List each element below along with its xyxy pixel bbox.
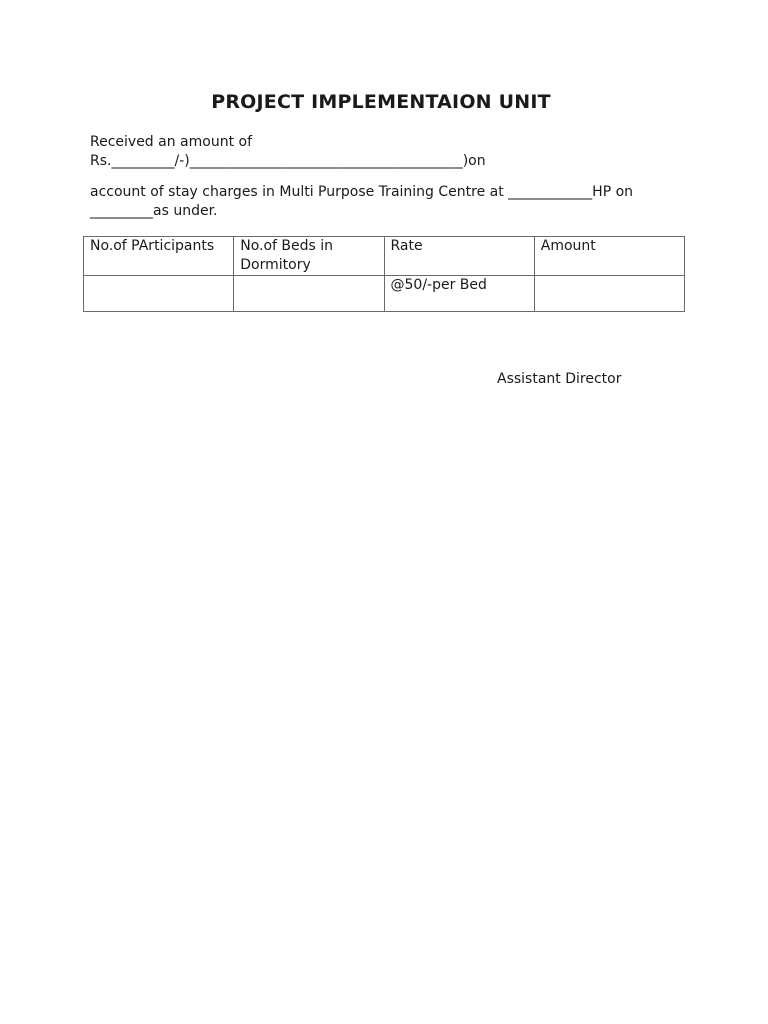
cell-participants — [84, 276, 234, 312]
table-header-row — [84, 237, 685, 276]
account-paragraph — [90, 183, 633, 221]
received-line-1: Received an amount of — [90, 134, 253, 150]
signatory-title: Assistant Director — [497, 371, 622, 387]
received-paragraph — [90, 133, 486, 171]
account-line-2: _________as under. — [90, 203, 218, 219]
received-line-2: Rs._________/-)_______________________________________)on — [90, 153, 486, 169]
cell-rate: @50/-per Bed — [384, 276, 534, 312]
account-line-1: account of stay charges in Multi Purpose Training Centre at ____________HP on — [90, 184, 634, 200]
cell-beds — [234, 276, 384, 312]
header-amount: Amount — [534, 237, 684, 276]
table-row — [84, 276, 685, 312]
header-rate: Rate — [384, 237, 534, 276]
header-beds: No.of Beds in Dormitory — [234, 237, 384, 276]
charges-table — [83, 236, 685, 312]
cell-amount — [534, 276, 684, 312]
document-title: PROJECT IMPLEMENTAION UNIT — [211, 91, 551, 113]
header-participants: No.of PArticipants — [84, 237, 234, 276]
